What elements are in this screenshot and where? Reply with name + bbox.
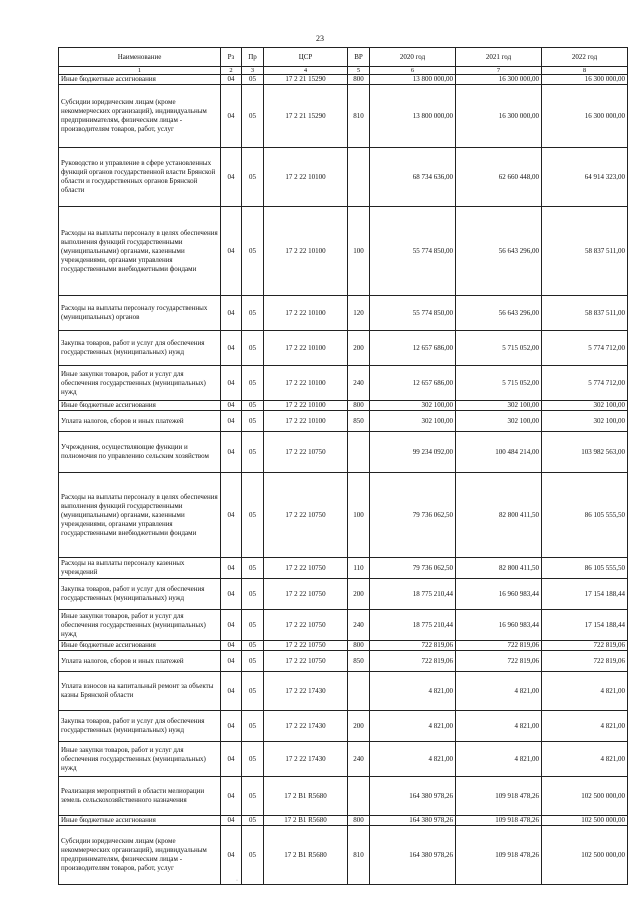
row-vr-cell [348,777,370,816]
row-pr-cell: 05 [242,148,264,207]
row-vr-cell: 810 [348,826,370,885]
row-2021-cell: 722 819,06 [456,651,542,672]
row-pr-cell: 05 [242,85,264,148]
row-name-cell: Иные бюджетные ассигнования [59,641,221,651]
table-row [59,473,628,558]
row-vr-cell: 100 [348,207,370,296]
row-vr-cell [348,148,370,207]
row-2021-cell: 82 800 411,50 [456,558,542,579]
row-rz-cell: 04 [221,816,242,826]
row-pr-cell: 05 [242,672,264,711]
column-index: 4 [264,67,348,75]
row-2021-cell: 5 715 052,00 [456,331,542,366]
row-csr-cell: 17 2 22 10750 [264,641,348,651]
row-2022-cell: 102 500 000,00 [542,816,628,826]
row-2022-cell: 5 774 712,00 [542,331,628,366]
column-index: 8 [542,67,628,75]
row-rz-cell: 04 [221,610,242,641]
row-vr-cell [348,432,370,473]
header-2022: 2022 год [542,48,628,67]
row-pr-cell: 05 [242,207,264,296]
row-2022-cell: 302 100,00 [542,401,628,411]
row-rz-cell: 04 [221,473,242,558]
row-2020-cell: 722 819,06 [370,651,456,672]
row-pr-cell: 05 [242,558,264,579]
table-row [59,651,628,672]
row-csr-cell: 17 2 22 17430 [264,672,348,711]
row-vr-cell: 110 [348,558,370,579]
header-pr: Пр [242,48,264,67]
row-2020-cell: 99 234 092,00 [370,432,456,473]
row-2021-cell: 82 800 411,50 [456,473,542,558]
row-csr-cell: 17 2 22 17430 [264,711,348,742]
row-name-cell: Расходы на выплаты персоналу казенных учреждений [59,558,221,579]
row-2020-cell: 79 736 062,50 [370,558,456,579]
row-csr-cell: 17 2 B1 R5680 [264,777,348,816]
table-row [59,401,628,411]
row-2021-cell: 109 918 478,26 [456,816,542,826]
row-2022-cell: 58 837 511,00 [542,296,628,331]
row-name-cell: Закупка товаров, работ и услуг для обеспечения государственных (муниципальных) нужд [59,579,221,610]
row-pr-cell: 05 [242,411,264,432]
row-vr-cell: 120 [348,296,370,331]
row-rz-cell: 04 [221,777,242,816]
row-rz-cell: 04 [221,558,242,579]
row-2021-cell: 4 821,00 [456,742,542,777]
row-2021-cell: 56 643 296,00 [456,296,542,331]
row-rz-cell: 04 [221,366,242,401]
table-row [59,742,628,777]
row-csr-cell: 17 2 22 10100 [264,366,348,401]
row-2022-cell: 17 154 188,44 [542,579,628,610]
row-vr-cell: 850 [348,411,370,432]
row-2021-cell: 56 643 296,00 [456,207,542,296]
row-vr-cell: 800 [348,401,370,411]
row-2022-cell: 302 100,00 [542,411,628,432]
row-name-cell: Иные закупки товаров, работ и услуг для обеспечения государственных (муниципальных) нужд [59,742,221,777]
table-row [59,207,628,296]
table-row [59,672,628,711]
row-2020-cell: 12 657 686,00 [370,366,456,401]
row-rz-cell: 04 [221,331,242,366]
table-row [59,777,628,816]
row-vr-cell: 200 [348,711,370,742]
row-2022-cell: 17 154 188,44 [542,610,628,641]
row-name-cell: Расходы на выплаты персоналу государственных (муниципальных) органов [59,296,221,331]
row-2020-cell: 4 821,00 [370,742,456,777]
row-csr-cell: 17 2 22 10750 [264,432,348,473]
row-csr-cell: 17 2 22 10750 [264,558,348,579]
row-2020-cell: 79 736 062,50 [370,473,456,558]
row-2021-cell: 109 918 478,26 [456,777,542,816]
row-pr-cell: 05 [242,826,264,885]
header-row [59,48,628,67]
row-rz-cell: 04 [221,401,242,411]
row-pr-cell: 05 [242,432,264,473]
row-name-cell: Уплата взносов на капитальный ремонт за объекты казны Брянской области [59,672,221,711]
row-rz-cell: 04 [221,651,242,672]
row-rz-cell: 04 [221,579,242,610]
row-vr-cell: 800 [348,816,370,826]
row-2020-cell: 4 821,00 [370,672,456,711]
table-row [59,579,628,610]
row-2021-cell: 62 660 448,00 [456,148,542,207]
header-name: Наименование [59,48,221,67]
header-csr: ЦСР [264,48,348,67]
row-2020-cell: 4 821,00 [370,711,456,742]
row-2022-cell: 102 500 000,00 [542,777,628,816]
row-name-cell: Реализация мероприятий в области мелиорации земель сельскохозяйственного назначения [59,777,221,816]
row-2022-cell: 102 500 000,00 [542,826,628,885]
row-csr-cell: 17 2 21 15290 [264,85,348,148]
row-pr-cell: 05 [242,296,264,331]
row-vr-cell [348,672,370,711]
row-vr-cell: 240 [348,366,370,401]
row-rz-cell: 04 [221,85,242,148]
row-vr-cell: 240 [348,610,370,641]
row-2020-cell: 302 100,00 [370,401,456,411]
row-vr-cell: 810 [348,85,370,148]
row-name-cell: Учреждения, осуществляющие функции и полномочия по управлению сельским хозяйством [59,432,221,473]
table-row [59,711,628,742]
row-pr-cell: 05 [242,742,264,777]
row-rz-cell: 04 [221,742,242,777]
row-pr-cell: 05 [242,401,264,411]
row-2022-cell: 4 821,00 [542,742,628,777]
row-2021-cell: 16 300 000,00 [456,75,542,85]
row-2022-cell: 5 774 712,00 [542,366,628,401]
row-2021-cell: 4 821,00 [456,672,542,711]
table-row [59,826,628,885]
row-pr-cell: 05 [242,816,264,826]
row-pr-cell: 05 [242,610,264,641]
table-row [59,432,628,473]
row-2022-cell: 4 821,00 [542,711,628,742]
row-pr-cell: 05 [242,366,264,401]
table-row [59,75,628,85]
row-2020-cell: 13 800 000,00 [370,85,456,148]
table-row [59,610,628,641]
row-name-cell: Субсидии юридическим лицам (кроме некоммерческих организаций), индивидуальным предпринимателям, физическим лицам - производителям товаров, работ, услуг [59,85,221,148]
column-index: 1 [59,67,221,75]
row-csr-cell: 17 2 B1 R5680 [264,816,348,826]
table-row [59,816,628,826]
row-name-cell: Руководство и управление в сфере установленных функций органов государственной власти Брянской области и государственных органов Брянской области [59,148,221,207]
row-csr-cell: 17 2 22 17430 [264,742,348,777]
row-2020-cell: 164 380 978,26 [370,816,456,826]
row-2021-cell: 16 960 983,44 [456,579,542,610]
row-pr-cell: 05 [242,75,264,85]
row-name-cell: Расходы на выплаты персоналу в целях обеспечения выполнения функций государственными (муниципальными) органами, казенными учреждениями, органами управления государственными внебюджетными фондами [59,207,221,296]
budget-table [58,47,628,885]
row-2020-cell: 164 380 978,26 [370,826,456,885]
row-2020-cell: 13 800 000,00 [370,75,456,85]
row-2021-cell: 16 300 000,00 [456,85,542,148]
row-vr-cell: 100 [348,473,370,558]
row-2020-cell: 68 734 636,00 [370,148,456,207]
row-name-cell: Закупка товаров, работ и услуг для обеспечения государственных (муниципальных) нужд [59,711,221,742]
row-pr-cell: 05 [242,777,264,816]
row-rz-cell: 04 [221,148,242,207]
row-rz-cell: 04 [221,411,242,432]
row-2022-cell: 86 105 555,50 [542,473,628,558]
row-rz-cell: 04 [221,711,242,742]
row-vr-cell: 200 [348,579,370,610]
row-2020-cell: 302 100,00 [370,411,456,432]
row-csr-cell: 17 2 22 10100 [264,331,348,366]
table-row [59,296,628,331]
row-2022-cell: 722 819,06 [542,651,628,672]
row-csr-cell: 17 2 22 10100 [264,401,348,411]
table-row [59,331,628,366]
header-2020: 2020 год [370,48,456,67]
footer-mark: · [236,878,238,884]
row-rz-cell: 04 [221,826,242,885]
column-index-row [59,67,628,75]
row-name-cell: Расходы на выплаты персоналу в целях обеспечения выполнения функций государственными (муниципальными) органами, казенными учреждениями, органами управления государственными внебюджетными фондами [59,473,221,558]
row-pr-cell: 05 [242,641,264,651]
row-2021-cell: 16 960 983,44 [456,610,542,641]
row-csr-cell: 17 2 B1 R5680 [264,826,348,885]
row-vr-cell: 800 [348,641,370,651]
row-csr-cell: 17 2 22 10100 [264,148,348,207]
row-2021-cell: 302 100,00 [456,401,542,411]
row-vr-cell: 800 [348,75,370,85]
header-vr: ВР [348,48,370,67]
row-name-cell: Иные закупки товаров, работ и услуг для обеспечения государственных (муниципальных) нужд [59,366,221,401]
row-2022-cell: 64 914 323,00 [542,148,628,207]
row-name-cell: Иные бюджетные ассигнования [59,816,221,826]
table-row [59,641,628,651]
row-2022-cell: 86 105 555,50 [542,558,628,579]
column-index: 6 [370,67,456,75]
row-vr-cell: 850 [348,651,370,672]
row-csr-cell: 17 2 22 10750 [264,473,348,558]
table-row [59,148,628,207]
row-csr-cell: 17 2 22 10750 [264,610,348,641]
row-name-cell: Закупка товаров, работ и услуг для обеспечения государственных (муниципальных) нужд [59,331,221,366]
row-name-cell: Иные бюджетные ассигнования [59,401,221,411]
row-2020-cell: 55 774 850,00 [370,207,456,296]
row-csr-cell: 17 2 22 10100 [264,296,348,331]
row-pr-cell: 05 [242,651,264,672]
row-2020-cell: 55 774 850,00 [370,296,456,331]
table-row [59,366,628,401]
row-csr-cell: 17 2 21 15290 [264,75,348,85]
page-number: 23 [316,34,324,43]
row-2022-cell: 16 300 000,00 [542,75,628,85]
column-index: 2 [221,67,242,75]
row-name-cell: Субсидии юридическим лицам (кроме некоммерческих организаций), индивидуальным предпринимателям, физическим лицам - производителям товаров, работ, услуг [59,826,221,885]
row-csr-cell: 17 2 22 10100 [264,411,348,432]
row-vr-cell: 240 [348,742,370,777]
table-row [59,558,628,579]
column-index: 5 [348,67,370,75]
row-2022-cell: 103 982 563,00 [542,432,628,473]
row-2021-cell: 4 821,00 [456,711,542,742]
column-index: 3 [242,67,264,75]
row-csr-cell: 17 2 22 10750 [264,651,348,672]
row-2020-cell: 18 775 210,44 [370,579,456,610]
row-2020-cell: 12 657 686,00 [370,331,456,366]
row-2022-cell: 4 821,00 [542,672,628,711]
header-2021: 2021 год [456,48,542,67]
header-rz: Рз [221,48,242,67]
row-rz-cell: 04 [221,296,242,331]
row-rz-cell: 04 [221,75,242,85]
row-2021-cell: 302 100,00 [456,411,542,432]
row-pr-cell: 05 [242,579,264,610]
row-2021-cell: 109 918 478,26 [456,826,542,885]
column-index: 7 [456,67,542,75]
row-2020-cell: 164 380 978,26 [370,777,456,816]
row-rz-cell: 04 [221,432,242,473]
row-2021-cell: 722 819,06 [456,641,542,651]
row-2021-cell: 100 484 214,00 [456,432,542,473]
table-row [59,85,628,148]
row-csr-cell: 17 2 22 10750 [264,579,348,610]
table-row [59,411,628,432]
row-name-cell: Уплата налогов, сборов и иных платежей [59,651,221,672]
row-pr-cell: 05 [242,473,264,558]
row-2021-cell: 5 715 052,00 [456,366,542,401]
row-vr-cell: 200 [348,331,370,366]
row-name-cell: Иные закупки товаров, работ и услуг для обеспечения государственных (муниципальных) нужд [59,610,221,641]
row-2022-cell: 58 837 511,00 [542,207,628,296]
row-2020-cell: 18 775 210,44 [370,610,456,641]
row-pr-cell: 05 [242,331,264,366]
row-2020-cell: 722 819,06 [370,641,456,651]
row-rz-cell: 04 [221,641,242,651]
row-name-cell: Уплата налогов, сборов и иных платежей [59,411,221,432]
row-2022-cell: 16 300 000,00 [542,85,628,148]
row-csr-cell: 17 2 22 10100 [264,207,348,296]
row-rz-cell: 04 [221,207,242,296]
row-rz-cell: 04 [221,672,242,711]
row-pr-cell: 05 [242,711,264,742]
row-2022-cell: 722 819,06 [542,641,628,651]
row-name-cell: Иные бюджетные ассигнования [59,75,221,85]
